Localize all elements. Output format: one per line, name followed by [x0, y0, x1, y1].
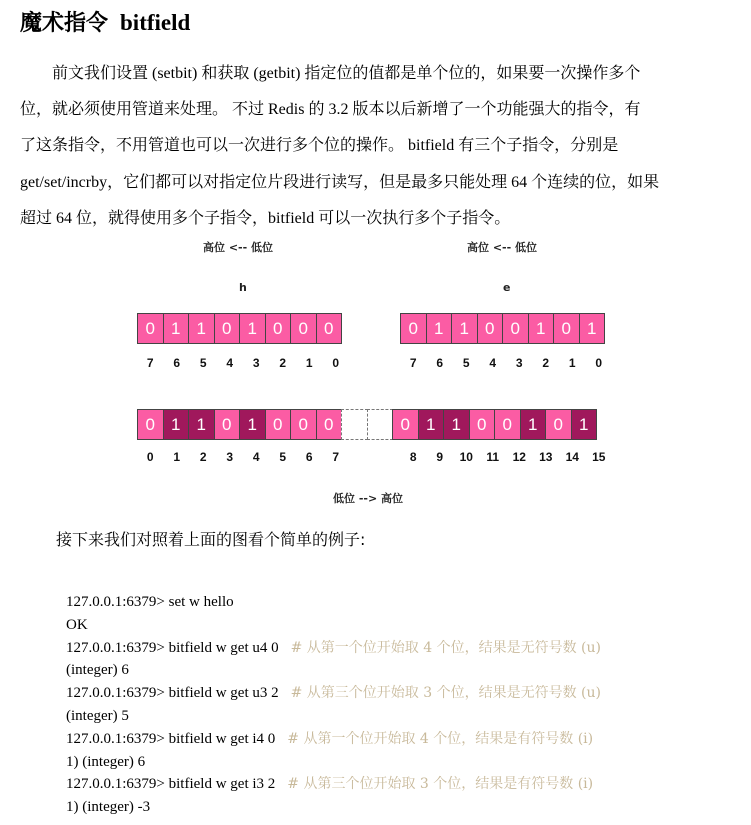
bit-cell-highlighted: 1 [239, 409, 266, 440]
bit-cell: 0 [545, 409, 572, 440]
code-line [66, 659, 601, 682]
bit-index: 1 [305, 356, 313, 370]
code-text: 127.0.0.1:6379> bitfield w get u3 2 [66, 685, 279, 702]
bit-cell: 0 [214, 313, 241, 344]
bit-index: 10 [459, 450, 473, 464]
bit-index: 2 [279, 356, 287, 370]
bit-cell: 1 [239, 313, 266, 344]
bit-cell: 0 [290, 313, 317, 344]
bit-index: 4 [226, 356, 234, 370]
bit-index: 0 [595, 356, 603, 370]
e-bit-row [400, 313, 605, 344]
bit-index: 1 [173, 450, 181, 464]
e-index-row [400, 356, 612, 370]
bit-cell-highlighted: 1 [520, 409, 547, 440]
bit-cell: 0 [477, 313, 504, 344]
bit-index: 5 [279, 450, 287, 464]
bit-index: 2 [199, 450, 207, 464]
char-e-label: e [503, 281, 511, 294]
paragraph-line: 位，就必须使用管道来处理。 不过 Redis 的 3.2 版本以后新增了一个功能强大的指令，有 [20, 101, 641, 119]
paragraph-line: 超过 64 位，就得使用多个子指令，bitfield 可以一次执行多个子指令。 [20, 209, 511, 227]
combined-index-row-right [400, 450, 612, 464]
bit-cell-gap [367, 409, 394, 440]
bit-cell: 1 [426, 313, 453, 344]
bit-index: 13 [539, 450, 553, 464]
bit-index: 7 [409, 356, 417, 370]
code-text: 127.0.0.1:6379> bitfield w get u4 0 [66, 639, 279, 656]
bit-index: 4 [252, 450, 260, 464]
bit-cell: 1 [528, 313, 555, 344]
intro-paragraph [20, 56, 732, 237]
bit-cell: 1 [188, 313, 215, 344]
bit-cell: 1 [579, 313, 606, 344]
bit-index: 6 [173, 356, 181, 370]
code-text: OK [66, 616, 88, 633]
code-comment: # 从第一个位开始取 4 个位，结果是有符号数 (i) [287, 730, 594, 747]
bit-cell: 0 [316, 409, 343, 440]
code-text: 127.0.0.1:6379> bitfield w get i4 0 [66, 730, 276, 747]
code-line [66, 751, 601, 774]
bit-cell: 0 [137, 313, 164, 344]
code-line [66, 773, 601, 796]
code-line [66, 637, 601, 660]
code-comment: # 从第三个位开始取 3 个位，结果是有符号数 (i) [287, 776, 594, 793]
bit-cell: 1 [163, 313, 190, 344]
bit-cell: 0 [392, 409, 419, 440]
bit-cell: 0 [214, 409, 241, 440]
bit-index: 14 [565, 450, 579, 464]
bit-index: 5 [462, 356, 470, 370]
section-title [20, 6, 190, 37]
bit-index: 4 [489, 356, 497, 370]
code-text: 1) (integer) 6 [66, 753, 146, 770]
code-line [66, 682, 601, 705]
bit-cell: 0 [265, 409, 292, 440]
bit-index: 12 [512, 450, 526, 464]
code-comment: # 从第三个位开始取 3 个位，结果是无符号数 (u) [290, 685, 601, 702]
bit-index: 7 [146, 356, 154, 370]
bit-index: 3 [515, 356, 523, 370]
left-direction-label: 高位 <-- 低位 [203, 241, 274, 254]
bit-cell: 0 [400, 313, 427, 344]
bit-index: 0 [146, 450, 154, 464]
code-block [66, 591, 601, 819]
paragraph-line: get/set/incrby，它们都可以对指定位片段进行读写，但是最多只能处理 64 个连续的位，如果 [20, 173, 660, 191]
h-bit-row [137, 313, 342, 344]
bit-cell: 1 [451, 313, 478, 344]
bit-index: 15 [592, 450, 606, 464]
code-line [66, 796, 601, 819]
h-index-row [137, 356, 349, 370]
paragraph-line: 前文我们设置 (setbit) 和获取 (getbit) 指定位的值都是单个位的，如果要一次操作多个 [52, 65, 641, 82]
code-line [66, 728, 601, 751]
bit-index: 8 [409, 450, 417, 464]
bit-index: 3 [252, 356, 260, 370]
bit-cell-highlighted: 1 [443, 409, 470, 440]
bit-cell-highlighted: 1 [163, 409, 190, 440]
combined-direction-label: 低位 --> 高位 [333, 492, 404, 505]
bit-index: 1 [568, 356, 576, 370]
paragraph-line: 了这条指令，不用管道也可以一次进行多个位的操作。 bitfield 有三个子指令，分别是 [20, 137, 619, 155]
bit-cell: 0 [290, 409, 317, 440]
title-cn: 魔术指令 [20, 11, 109, 36]
bit-cell: 0 [553, 313, 580, 344]
bit-cell: 0 [502, 313, 529, 344]
code-comment: # 从第一个位开始取 4 个位，结果是无符号数 (u) [290, 639, 601, 656]
code-text: 127.0.0.1:6379> bitfield w get i3 2 [66, 776, 276, 793]
bit-cell: 0 [137, 409, 164, 440]
combined-index-row-left [137, 450, 349, 464]
bit-cell-highlighted: 1 [188, 409, 215, 440]
code-text: 127.0.0.1:6379> set w hello [66, 594, 234, 610]
bit-index: 3 [226, 450, 234, 464]
title-latin: bitfield [120, 10, 191, 35]
bit-cell: 0 [469, 409, 496, 440]
bit-cell-gap [341, 409, 368, 440]
code-line [66, 705, 601, 728]
bit-index: 9 [436, 450, 444, 464]
code-text: (integer) 5 [66, 707, 129, 724]
bit-index: 7 [332, 450, 340, 464]
right-direction-label: 高位 <-- 低位 [467, 241, 538, 254]
bit-cell: 0 [265, 313, 292, 344]
code-line [66, 591, 601, 614]
char-h-label: h [239, 281, 247, 294]
bit-index: 11 [486, 450, 500, 464]
bit-index: 6 [305, 450, 313, 464]
bit-cell: 0 [494, 409, 521, 440]
bit-index: 5 [199, 356, 207, 370]
code-text: 1) (integer) -3 [66, 799, 151, 816]
combined-bit-row [137, 409, 597, 440]
code-text: (integer) 6 [66, 662, 129, 679]
bit-cell-highlighted: 1 [571, 409, 598, 440]
bit-index: 2 [542, 356, 550, 370]
example-intro: 接下来我们对照着上面的图看个简单的例子: [56, 530, 366, 549]
bit-cell: 0 [316, 313, 343, 344]
code-line [66, 614, 601, 637]
bit-index: 0 [332, 356, 340, 370]
bit-index: 6 [436, 356, 444, 370]
bit-cell-highlighted: 1 [418, 409, 445, 440]
